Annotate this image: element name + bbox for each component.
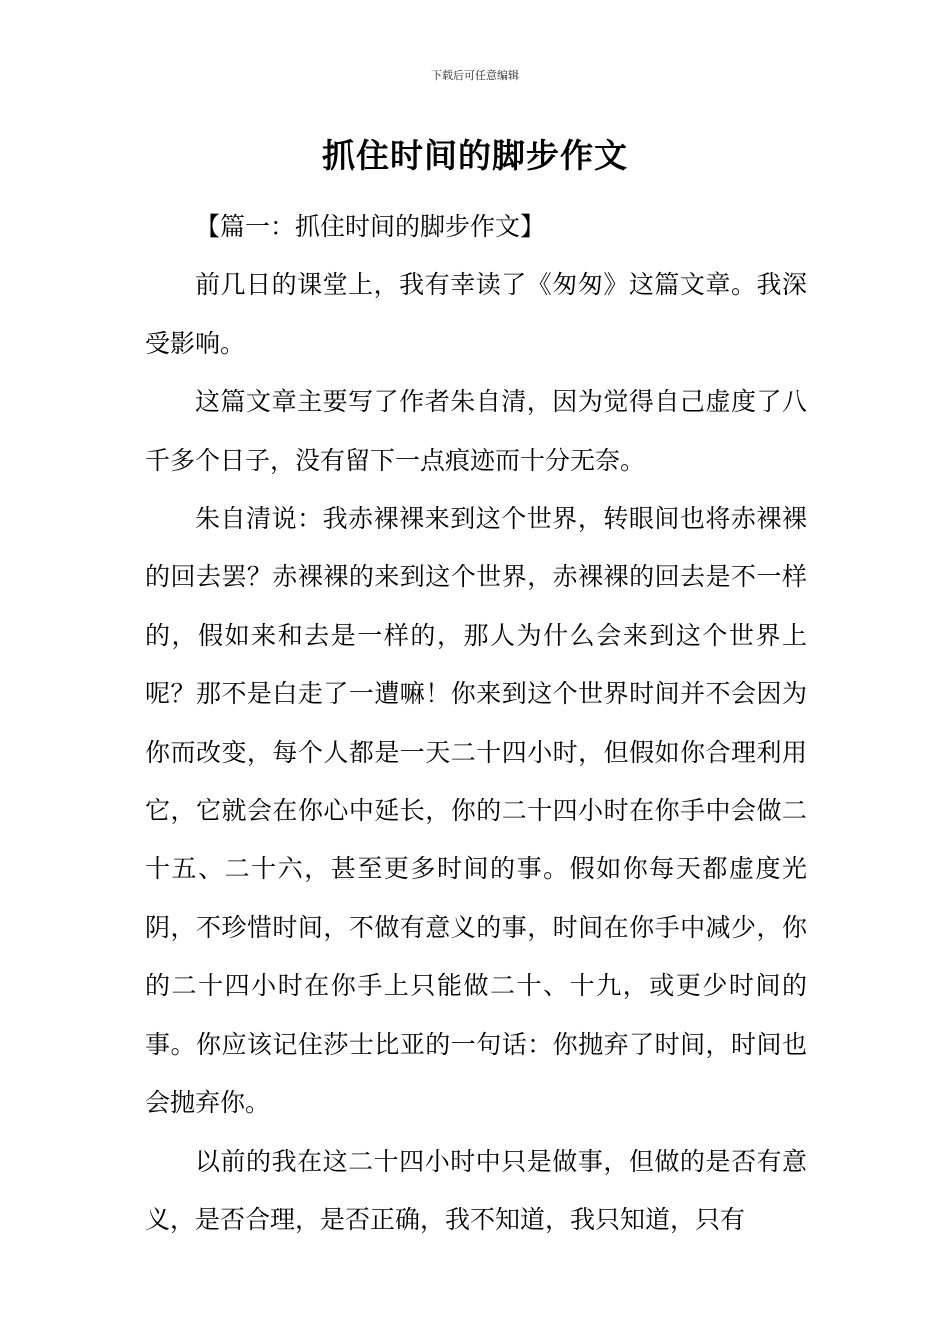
document-body	[145, 198, 807, 1249]
paragraph: 朱自清说：我赤裸裸来到这个世界，转眼间也将赤裸裸的回去罢？赤裸裸的来到这个世界，赤裸裸的回去是不一样的，假如来和去是一样的，那人为什么会来到这个世界上呢？那不是白走了一遭嘛！你来到这个世界时间并不会因为你而改变，每个人都是一天二十四小时，但假如你合理利用它，它就会在你心中延长，你的二十四小时在你手中会做二十五、二十六，甚至更多时间的事。假如你每天都虚度光阴，不珍惜时间，不做有意义的事，时间在你手中减少，你的二十四小时在你手上只能做二十、十九，或更少时间的事。你应该记住莎士比亚的一句话：你抛弃了时间，时间也会抛弃你。	[145, 504, 807, 1118]
header-note: 下载后可任意编辑	[431, 69, 519, 82]
section-heading: 【篇一：抓住时间的脚步作文】	[195, 212, 546, 241]
paragraph: 以前的我在这二十四小时中只是做事，但做的是否有意义，是否合理，是否正确，我不知道，我只知道，只有	[145, 1146, 807, 1234]
document-title: 抓住时间的脚步作文	[322, 136, 628, 175]
paragraph: 前几日的课堂上，我有幸读了《匆匆》这篇文章。我深受影响。	[145, 270, 807, 358]
paragraph: 这篇文章主要写了作者朱自清，因为觉得自己虚度了八千多个日子，没有留下一点痕迹而十分无奈。	[145, 387, 807, 475]
